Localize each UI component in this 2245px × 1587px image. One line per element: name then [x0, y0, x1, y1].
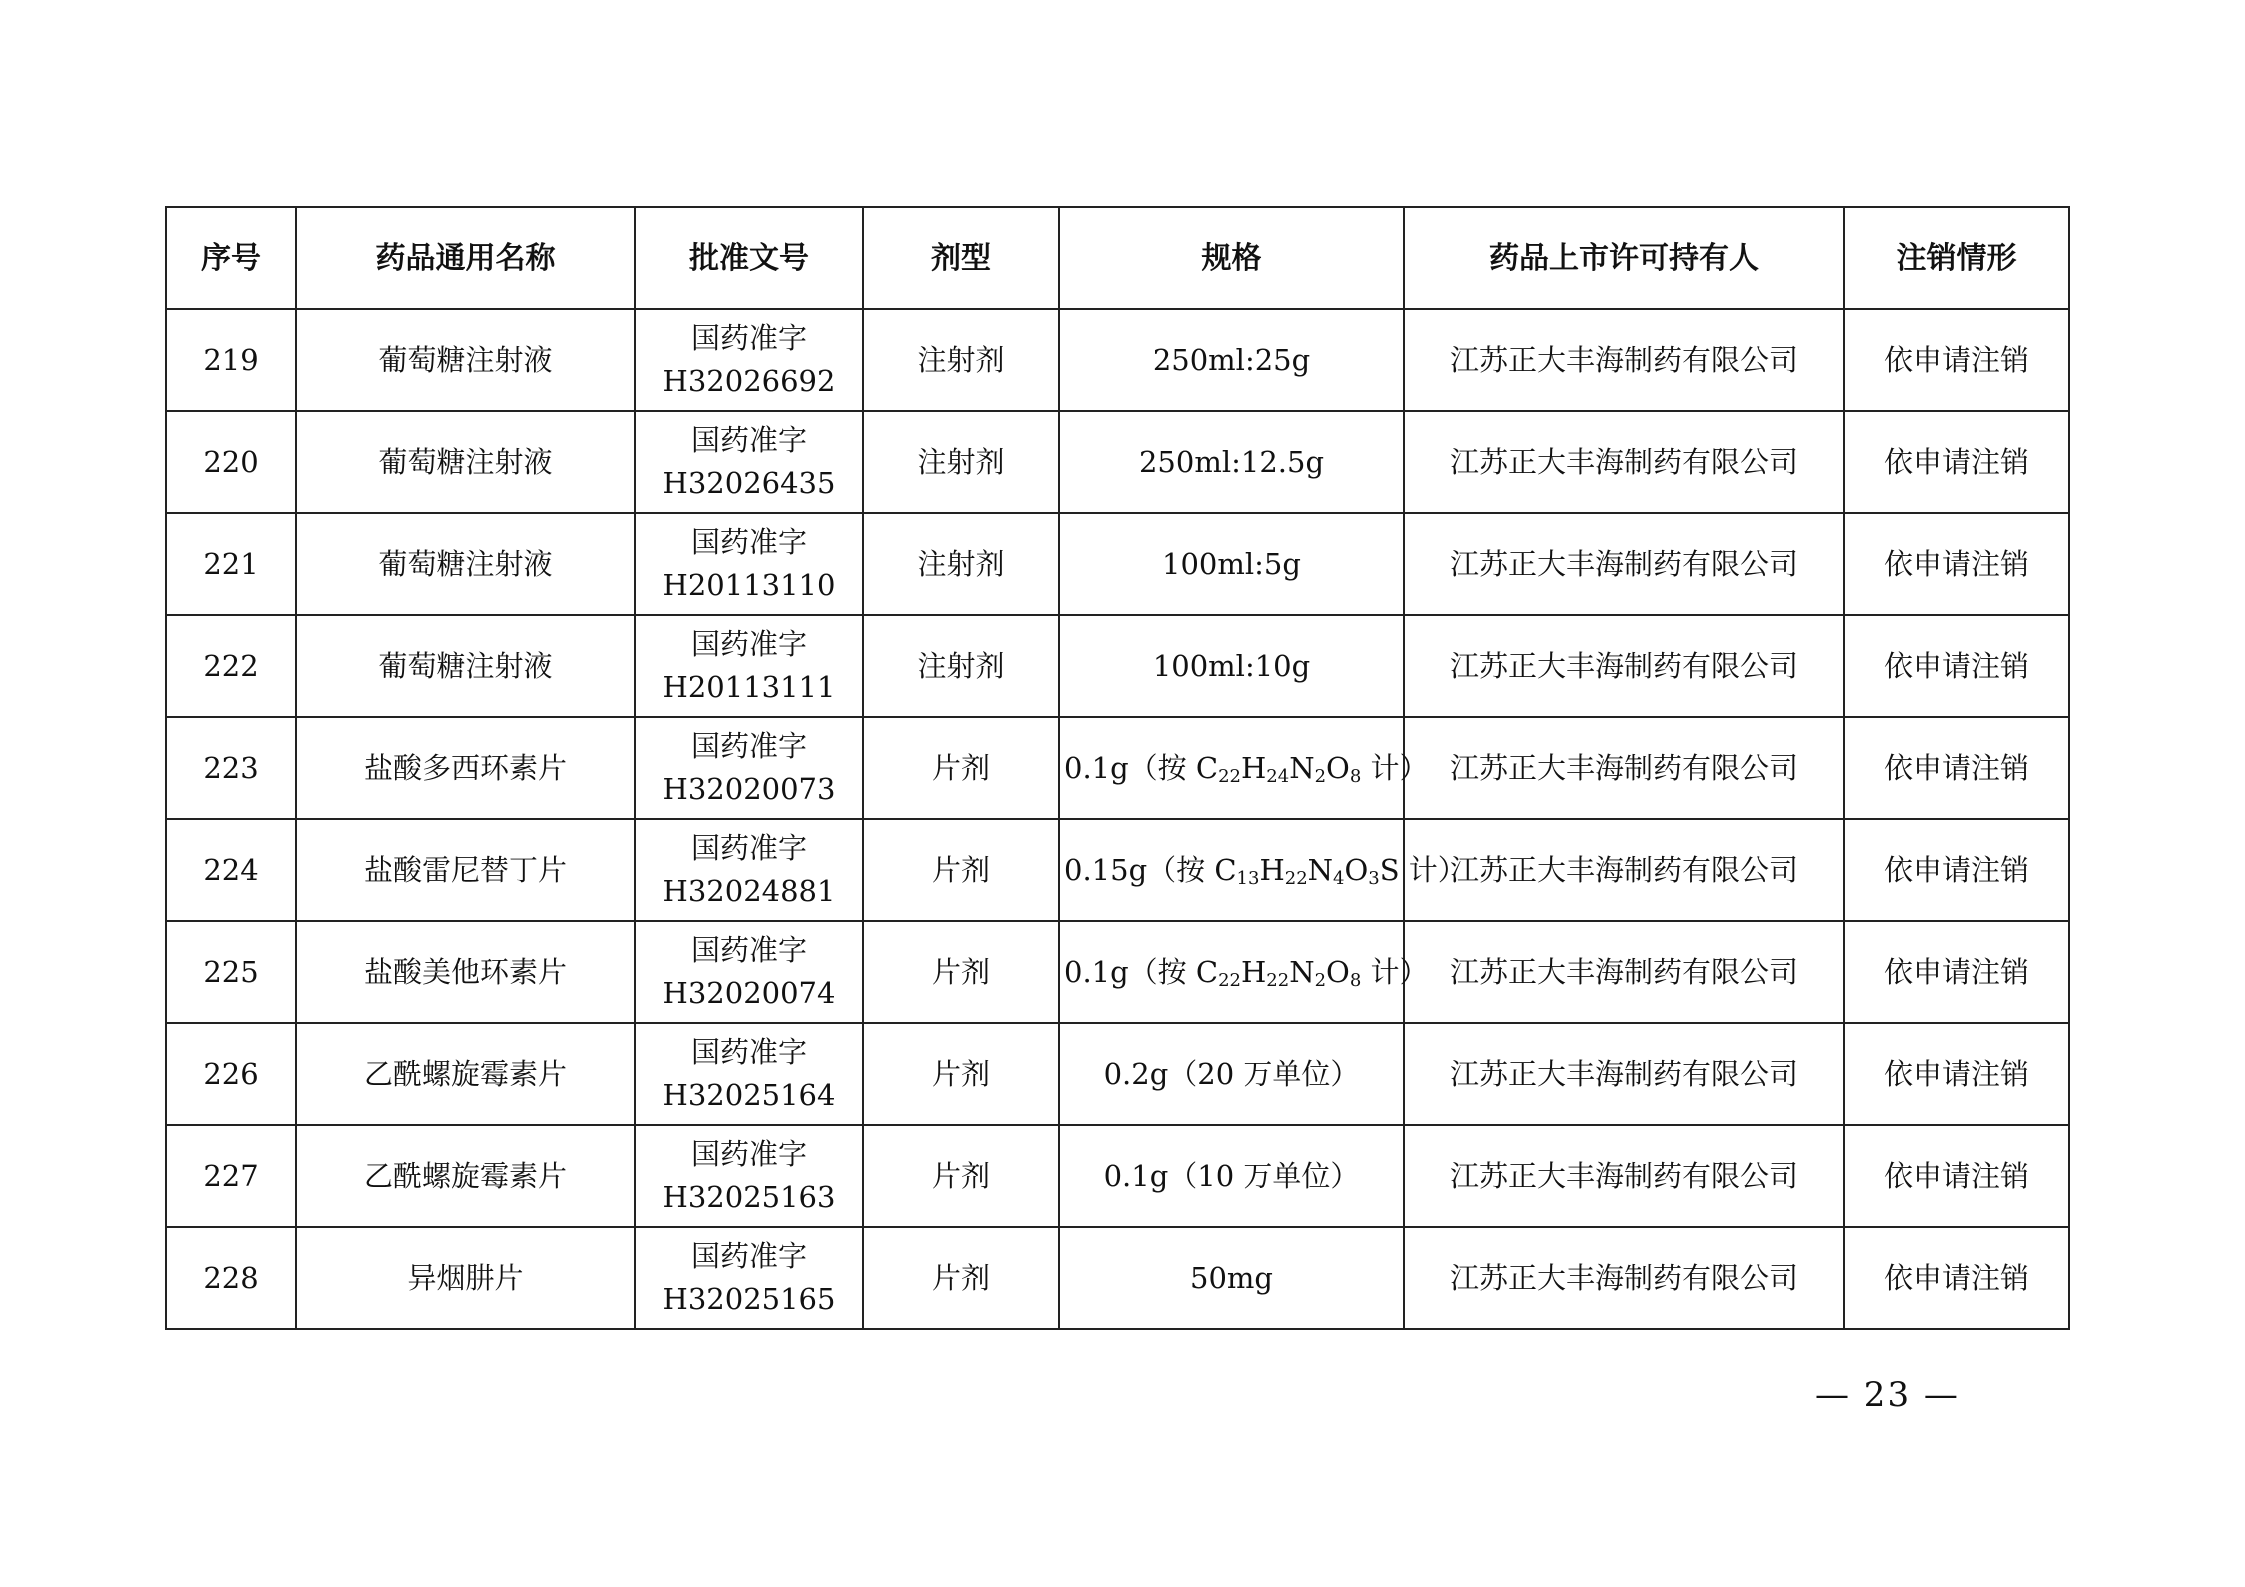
cell-approval-number	[635, 411, 863, 513]
cell-cancellation-status: 依申请注销	[1844, 921, 2069, 1023]
table-body	[166, 309, 2069, 1329]
cell-cancellation-status: 依申请注销	[1844, 1023, 2069, 1125]
cell-approval-number	[635, 309, 863, 411]
approval-prefix: 国药准字	[690, 1239, 807, 1273]
table-row	[166, 309, 2069, 411]
spec-text: 250ml:12.5g	[1138, 444, 1325, 479]
cell-drug-name: 葡萄糖注射液	[296, 615, 635, 717]
cell-cancellation-status: 依申请注销	[1844, 1125, 2069, 1227]
cell-approval-number	[635, 513, 863, 615]
cell-cancellation-status: 依申请注销	[1844, 717, 2069, 819]
approval-prefix: 国药准字	[690, 525, 807, 559]
cell-dosage-form: 片剂	[863, 1023, 1059, 1125]
page-number: — 23 —	[1815, 1375, 1960, 1415]
cell-specification	[1059, 309, 1404, 411]
spec-subscript: 8	[1349, 969, 1362, 991]
cell-specification	[1059, 513, 1404, 615]
cell-dosage-form: 注射剂	[863, 309, 1059, 411]
cell-dosage-form: 注射剂	[863, 615, 1059, 717]
cell-drug-name: 葡萄糖注射液	[296, 309, 635, 411]
spec-text: 100ml:5g	[1162, 546, 1301, 581]
cell-approval-number	[635, 1023, 863, 1125]
spec-text: 0.1g（按 C	[1064, 750, 1219, 785]
header-serial-number: 序号	[166, 207, 296, 309]
approval-code: H32025163	[662, 1180, 836, 1214]
header-row	[166, 207, 2069, 309]
table-row	[166, 1125, 2069, 1227]
cell-drug-name: 异烟肼片	[296, 1227, 635, 1329]
spec-text: 计）	[1361, 954, 1429, 989]
header-specification: 规格	[1059, 207, 1404, 309]
approval-prefix: 国药准字	[690, 423, 807, 457]
cell-license-holder: 江苏正大丰海制药有限公司	[1404, 819, 1844, 921]
spec-text: H	[1259, 852, 1285, 887]
spec-text: 250ml:25g	[1152, 342, 1311, 377]
spec-subscript: 22	[1284, 867, 1308, 889]
cell-serial-number: 222	[166, 615, 296, 717]
spec-text: 计）	[1361, 750, 1429, 785]
cell-drug-name: 盐酸美他环素片	[296, 921, 635, 1023]
cell-cancellation-status: 依申请注销	[1844, 411, 2069, 513]
spec-text: 50mg	[1190, 1260, 1273, 1295]
cell-dosage-form: 片剂	[863, 717, 1059, 819]
approval-code: H20113110	[662, 568, 836, 602]
spec-subscript: 22	[1218, 969, 1241, 991]
cell-specification	[1059, 921, 1429, 1023]
spec-subscript: 22	[1218, 765, 1241, 787]
cell-drug-name: 葡萄糖注射液	[296, 513, 635, 615]
cell-approval-number	[635, 921, 863, 1023]
cell-license-holder: 江苏正大丰海制药有限公司	[1404, 1023, 1844, 1125]
approval-code: H32020073	[662, 772, 836, 806]
cell-cancellation-status: 依申请注销	[1844, 819, 2069, 921]
drug-cancellation-table	[165, 206, 2070, 1330]
approval-prefix: 国药准字	[690, 729, 807, 763]
cell-dosage-form: 注射剂	[863, 513, 1059, 615]
cell-license-holder: 江苏正大丰海制药有限公司	[1404, 717, 1844, 819]
cell-license-holder: 江苏正大丰海制药有限公司	[1404, 1125, 1844, 1227]
approval-prefix: 国药准字	[690, 321, 807, 355]
spec-subscript: 8	[1349, 765, 1362, 787]
approval-code: H32026692	[662, 364, 836, 398]
cell-approval-number	[635, 1125, 863, 1227]
approval-prefix: 国药准字	[690, 831, 807, 865]
cell-specification	[1059, 717, 1429, 819]
approval-code: H32025164	[662, 1078, 836, 1112]
cell-dosage-form: 片剂	[863, 1227, 1059, 1329]
table-row	[166, 921, 2069, 1023]
cell-dosage-form: 注射剂	[863, 411, 1059, 513]
spec-subscript: 2	[1314, 765, 1327, 787]
cell-drug-name: 盐酸雷尼替丁片	[296, 819, 635, 921]
table-row	[166, 411, 2069, 513]
cell-specification	[1059, 1227, 1404, 1329]
cell-drug-name: 乙酰螺旋霉素片	[296, 1125, 635, 1227]
approval-code: H20113111	[662, 670, 836, 704]
cell-dosage-form: 片剂	[863, 819, 1059, 921]
cell-license-holder: 江苏正大丰海制药有限公司	[1404, 309, 1844, 411]
table-row	[166, 1023, 2069, 1125]
cell-license-holder: 江苏正大丰海制药有限公司	[1404, 921, 1844, 1023]
cell-license-holder: 江苏正大丰海制药有限公司	[1404, 1227, 1844, 1329]
spec-text: 0.1g（10 万单位）	[1103, 1158, 1360, 1193]
cell-serial-number: 225	[166, 921, 296, 1023]
cell-drug-name: 葡萄糖注射液	[296, 411, 635, 513]
spec-text: 0.2g（20 万单位）	[1103, 1056, 1360, 1091]
cell-serial-number: 221	[166, 513, 296, 615]
cell-license-holder: 江苏正大丰海制药有限公司	[1404, 615, 1844, 717]
cell-serial-number: 224	[166, 819, 296, 921]
cell-serial-number: 223	[166, 717, 296, 819]
spec-subscript: 4	[1333, 867, 1345, 889]
table-row	[166, 717, 2069, 819]
spec-text: O	[1344, 852, 1369, 887]
cell-specification	[1059, 411, 1404, 513]
approval-code: H32026435	[662, 466, 836, 500]
spec-text: 0.15g（按 C	[1064, 852, 1237, 887]
cell-drug-name: 盐酸多西环素片	[296, 717, 635, 819]
approval-code: H32020074	[662, 976, 836, 1010]
spec-text: H	[1241, 954, 1267, 989]
cell-cancellation-status: 依申请注销	[1844, 615, 2069, 717]
header-cancellation-status: 注销情形	[1844, 207, 2069, 309]
cell-specification	[1059, 1125, 1404, 1227]
approval-code: H32024881	[662, 874, 836, 908]
cell-cancellation-status: 依申请注销	[1844, 513, 2069, 615]
approval-code: H32025165	[662, 1282, 836, 1316]
table-row	[166, 1227, 2069, 1329]
cell-approval-number	[635, 819, 863, 921]
cell-specification	[1059, 819, 1467, 921]
approval-prefix: 国药准字	[690, 627, 807, 661]
cell-specification	[1059, 1023, 1404, 1125]
spec-text: S 计）	[1379, 852, 1467, 887]
approval-prefix: 国药准字	[690, 933, 807, 967]
cell-specification	[1059, 615, 1404, 717]
spec-subscript: 3	[1368, 867, 1380, 889]
cell-cancellation-status: 依申请注销	[1844, 1227, 2069, 1329]
cell-drug-name: 乙酰螺旋霉素片	[296, 1023, 635, 1125]
cell-serial-number: 226	[166, 1023, 296, 1125]
spec-text: O	[1326, 954, 1350, 989]
spec-text: N	[1289, 750, 1315, 785]
spec-subscript: 22	[1266, 969, 1290, 991]
header-license-holder: 药品上市许可持有人	[1404, 207, 1844, 309]
cell-approval-number	[635, 1227, 863, 1329]
approval-prefix: 国药准字	[690, 1137, 807, 1171]
header-dosage-form: 剂型	[863, 207, 1059, 309]
spec-subscript: 2	[1314, 969, 1327, 991]
cell-approval-number	[635, 615, 863, 717]
table-row	[166, 819, 2069, 921]
header-approval-number: 批准文号	[635, 207, 863, 309]
cell-approval-number	[635, 717, 863, 819]
cell-serial-number: 228	[166, 1227, 296, 1329]
spec-text: 100ml:10g	[1152, 648, 1311, 683]
spec-text: O	[1326, 750, 1350, 785]
approval-prefix: 国药准字	[690, 1035, 807, 1069]
table-row	[166, 513, 2069, 615]
cell-license-holder: 江苏正大丰海制药有限公司	[1404, 513, 1844, 615]
spec-text: N	[1307, 852, 1334, 887]
spec-text: N	[1289, 954, 1315, 989]
cell-serial-number: 219	[166, 309, 296, 411]
cell-serial-number: 227	[166, 1125, 296, 1227]
cell-cancellation-status: 依申请注销	[1844, 309, 2069, 411]
spec-subscript: 13	[1236, 867, 1260, 889]
cell-dosage-form: 片剂	[863, 1125, 1059, 1227]
cell-license-holder: 江苏正大丰海制药有限公司	[1404, 411, 1844, 513]
cell-dosage-form: 片剂	[863, 921, 1059, 1023]
header-drug-name: 药品通用名称	[296, 207, 635, 309]
table-header	[166, 207, 2069, 309]
spec-text: 0.1g（按 C	[1064, 954, 1219, 989]
cell-serial-number: 220	[166, 411, 296, 513]
spec-text: H	[1241, 750, 1267, 785]
spec-subscript: 24	[1266, 765, 1290, 787]
table-row	[166, 615, 2069, 717]
